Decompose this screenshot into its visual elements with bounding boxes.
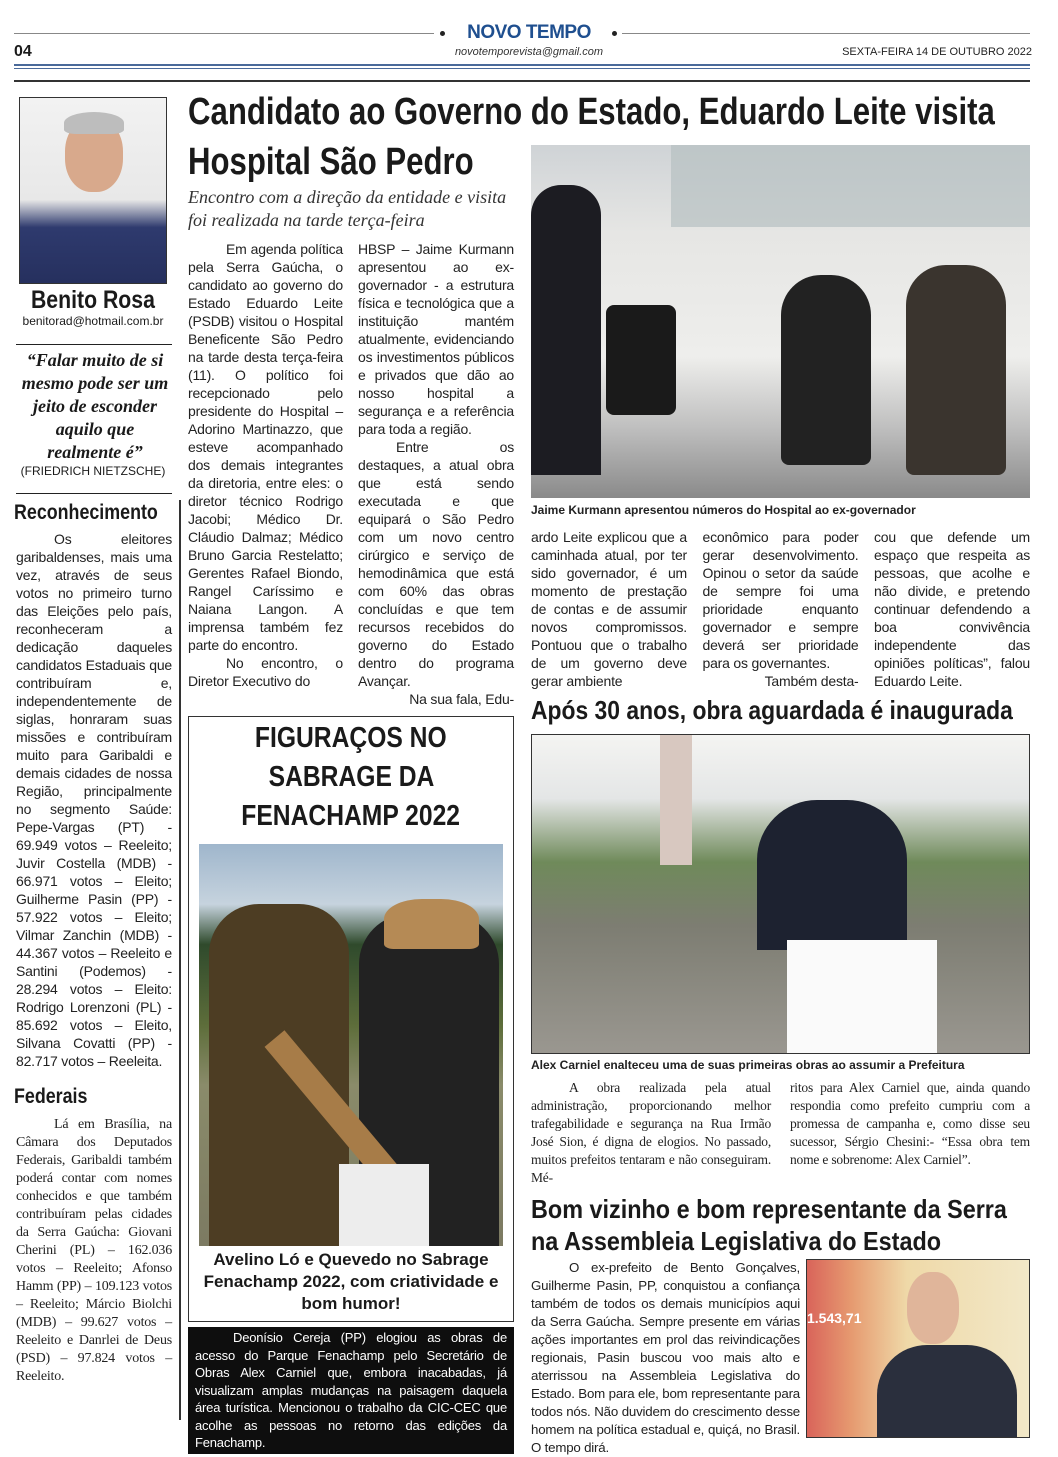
right-column xyxy=(531,145,1030,1457)
podium xyxy=(787,940,937,1053)
fenachamp-photo xyxy=(199,844,503,1246)
main-article-bottom-columns xyxy=(531,528,1030,690)
paragraph: HBSP – Jaime Kurmann apresentou ao ex-governador - a estrutura física e tecnológica que a instituição mantém atualmente, evidenciando os investimentos públicos e privados que dão ao nosso hospital a segurança e a referência para toda a região. xyxy=(358,241,514,437)
paragraph: Os eleitores garibaldenses, mais uma vez, através de seus votos no primeiro turno das Eleições pelo país, reconheceram a dedicação daqueles candidatos Estaduais que contribuíram e, independentemente de siglas, honraram suas missões e contribuíram muito para Garibaldi e demais cidades de nossa Região, principalmente no segmento Saúde: Pepe-Vargas (PT) - 69.949 votos – Reeleito; Juvir Costella (MDB) - 66.971 votos – Eleito; Guilherme Pasin (PP) - 57.922 votos – Eleito; Vilmar Zanchin (MDB) - 44.367 votos – Reeleito e Santini (Podemos) - 28.294 votos – Eleito: Rodrigo Lorenzoni (PL) - 85.692 votos – Eleito, Silvana Covatti (PP) - 82.717 votos – Reeleita. xyxy=(16,531,172,1069)
obra-photo-caption: Alex Carniel enalteceu uma de suas primeiras obras ao assumir a Prefeitura xyxy=(531,1058,965,1072)
sidebar-vertical-divider xyxy=(179,500,181,1420)
paragraph: Entre os destaques, a atual obra que está sendo executada e que equipará o São Pedro com um novo centro cirúrgico e serviço de hemodinâmica que está com 60% das obras concluídas e que tem recursos recebidos do governo do Estado dentro do programa Avançar. xyxy=(358,439,514,689)
sidebar-rule-2 xyxy=(16,493,172,494)
paragraph: Também desta- xyxy=(764,673,859,689)
header-double-rule-2 xyxy=(14,68,1030,69)
obra-column-1 xyxy=(531,1079,771,1187)
header-bottom-rule xyxy=(14,80,1030,82)
paragraph: ardo Leite explicou que a caminhada atual, por ter sido governador, é um momento de prestação de contas e de assumir novos compromissos. Pontuou que o trabalho de um governo deve gerar ambiente xyxy=(531,529,687,689)
brand-title-text: NOVO TEMPO xyxy=(467,22,591,43)
section-text-reconhecimento xyxy=(14,530,172,1070)
page-number: 04 xyxy=(14,43,32,60)
pasin-text xyxy=(531,1259,800,1457)
church-tower xyxy=(660,735,692,865)
projection-screen xyxy=(671,145,1030,227)
title-line: SABRAGE DA xyxy=(268,761,434,793)
pasin-face xyxy=(907,1272,959,1344)
headline-text: Hospital São Pedro xyxy=(188,141,474,183)
paragraph: O ex-prefeito de Bento Gonçalves, Guilherme Pasin, PP, conquistou a confiança também de todos os demais municípios aqui da Serra Gaúcha. Sempre presente em várias ações importantes em prol das reivindicações regionais, Pasin buscou voo mais alto e aterrissou na Assembleia Legislativa do Estado. Bom para ele, bom representante para todos nós. Não duvidem do crescimento desse homem na política estadual e, quiçá, no Brasil. O tempo dirá. xyxy=(531,1260,800,1455)
pasin-photo xyxy=(806,1259,1030,1438)
paragraph: Lá em Brasília, na Câmara dos Deputados Federais, Garibaldi também poderá contar com nomes conhecidos e que também contribuíram pelas cidades da Serra Gaúcha: Giovani Cherini (PL) – 162.036 votos – Reeleito; Afonso Hamm (PP) – 109.123 votos – Reeleito; Márcio Biolchi (MDB) – 99.627 votos – Reeleito e Danrlei de Deus (PSD) – 97.824 votos – Reeleito. xyxy=(16,1117,172,1384)
header-rule-right xyxy=(622,33,1030,34)
title-line: FIGURAÇOS NO xyxy=(255,722,447,754)
columnist-hair xyxy=(64,112,124,134)
columnist-quote: “Falar muito de si mesmo pode ser um jeito de esconder aquilo que realmente é” xyxy=(21,350,169,462)
shopping-bag xyxy=(339,1164,429,1246)
header-dot-right xyxy=(612,31,617,36)
pasin-figure xyxy=(877,1345,1017,1437)
main-article-column-1 xyxy=(188,240,343,690)
sidebar-rule xyxy=(16,344,172,345)
obra-inauguration-photo xyxy=(531,734,1030,1054)
main-headline-line2 xyxy=(188,140,518,184)
chair xyxy=(606,305,676,415)
paragraph: Em agenda política pela Serra Gaúcha, o candidato ao governo do Estado Eduardo Leite (PSDB) visitou o Hospital Beneficente São Pedro na tarde desta terça-feira (11). O político foi recepcionado pelo presidente do Hospital – Adorino Martinazzo, que esteve acompanhado dos demais integrantes da diretoria, entre eles: o diretor técnico Rodrigo Jacobi; Médico Dr. Cláudio Dalmaz; Médico Bruno Garcia Restelatto; Gerentes Rafael Biondo, Rangel Caríssimo e Naiana Langon. A imprensa também fez parte do encontro. xyxy=(188,241,343,653)
middle-column xyxy=(188,186,514,1454)
headline-text: Candidato ao Governo do Estado, Eduardo Leite visita xyxy=(188,91,995,133)
main-article-column-4 xyxy=(703,528,859,690)
seated-man-2 xyxy=(906,265,1006,475)
paragraph: cou que defende um espaço que respeita as pessoas, que acolhe e não divide, e pretendo continuar defendendo a boa convivência independente das opiniões políticas”, falou Eduardo Leite. xyxy=(874,529,1030,689)
columnist-email: benitorad@hotmail.com.br xyxy=(22,314,164,328)
paragraph: ritos para Alex Carniel que, ainda quando respondia como prefeito cumpriu com a promessa de campanha e, como disse seu sucessor, Sérgio Chesini:- “Essa obra tem nome e sobrenome: Alex Carniel”. xyxy=(790,1080,1030,1167)
fenachamp-title xyxy=(199,719,503,836)
obra-headline xyxy=(531,694,1030,726)
headline-text: na Assembleia Legislativa do Estado xyxy=(531,1226,942,1256)
columnist-name xyxy=(14,286,172,314)
fenachamp-note xyxy=(188,1327,514,1454)
header-double-rule xyxy=(14,64,1030,66)
section-heading-text: Federais xyxy=(14,1085,88,1108)
fenachamp-caption: Avelino Ló e Quevedo no Sabrage Fenachamp 2022, com criatividade e bom humor! xyxy=(203,1250,499,1313)
section-text-federais xyxy=(14,1116,172,1386)
fenachamp-box xyxy=(188,716,514,1322)
quote-author: (FRIEDRICH NIETZSCHE) xyxy=(20,464,166,478)
headline-text: Bom vizinho e bom representante da Serra xyxy=(531,1194,1007,1224)
section-heading-text: Reconhecimento xyxy=(14,501,158,524)
main-headline-line1 xyxy=(188,90,1030,134)
hospital-visit-photo xyxy=(531,145,1030,498)
paragraph: Deonísio Cereja (PP) elogiou as obras de acesso do Parque Fenachamp pelo Secretário de Obras Alex Carniel que, embora inacabadas, já visualizam amplas mudanças na paisagem daquela área turística. Mencionou o trabalho da CIC-CEC que acolhe as pessoas no retorno das edições da Fenachamp. xyxy=(195,1330,507,1450)
cork-hat xyxy=(384,899,479,949)
paragraph: A obra realizada pela atual administração, proporcionando melhor trafegabilidade e segurança na Rua Irmão José Sion, é digna de elogios. No passado, muitos prefeitos tentaram e não conseguiram. Mé- xyxy=(531,1080,771,1185)
paragraph: econômico para poder gerar desenvolvimento. Opinou o setor da saúde de sempre foi uma prioridade enquanto governador e sempre deverá ser prioridade para os governantes. xyxy=(702,529,859,671)
main-article-top-columns xyxy=(188,240,514,708)
title-line: FENACHAMP 2022 xyxy=(241,800,461,832)
pasin-content xyxy=(531,1259,1030,1457)
obra-columns xyxy=(531,1079,1030,1187)
obra-column-2 xyxy=(790,1079,1030,1169)
presenter-figure xyxy=(531,185,601,475)
screen-number: 1.543,71 xyxy=(807,1310,862,1326)
paragraph: Na sua fala, Edu- xyxy=(409,691,514,707)
hospital-photo-caption: Jaime Kurmann apresentou números do Hospital ao ex-governador xyxy=(531,503,916,517)
main-article-column-5 xyxy=(874,528,1030,690)
main-article-column-2 xyxy=(358,240,514,708)
seated-man-1 xyxy=(781,275,871,465)
columnist-sidebar xyxy=(14,97,172,1386)
paragraph: No encontro, o Diretor Executivo do xyxy=(188,655,343,689)
speaker-figure xyxy=(757,800,907,950)
headline-text: Após 30 anos, obra aguardada é inaugurada xyxy=(531,695,1013,725)
columnist-name-text: Benito Rosa xyxy=(31,286,155,314)
section-heading-reconhecimento xyxy=(14,500,172,526)
columnist-photo xyxy=(19,97,167,284)
main-subhead: Encontro com a direção da entidade e visita foi realizada na tarde terça-feira xyxy=(188,187,507,230)
issue-date: SEXTA-FEIRA 14 DE OUTUBRO 2022 xyxy=(842,46,1032,58)
main-article-column-3 xyxy=(531,528,687,690)
publication-email: novotemporevista@gmail.com xyxy=(454,46,604,58)
man-left xyxy=(209,904,349,1246)
section-heading-federais xyxy=(14,1084,172,1110)
pasin-headline xyxy=(531,1193,1030,1257)
